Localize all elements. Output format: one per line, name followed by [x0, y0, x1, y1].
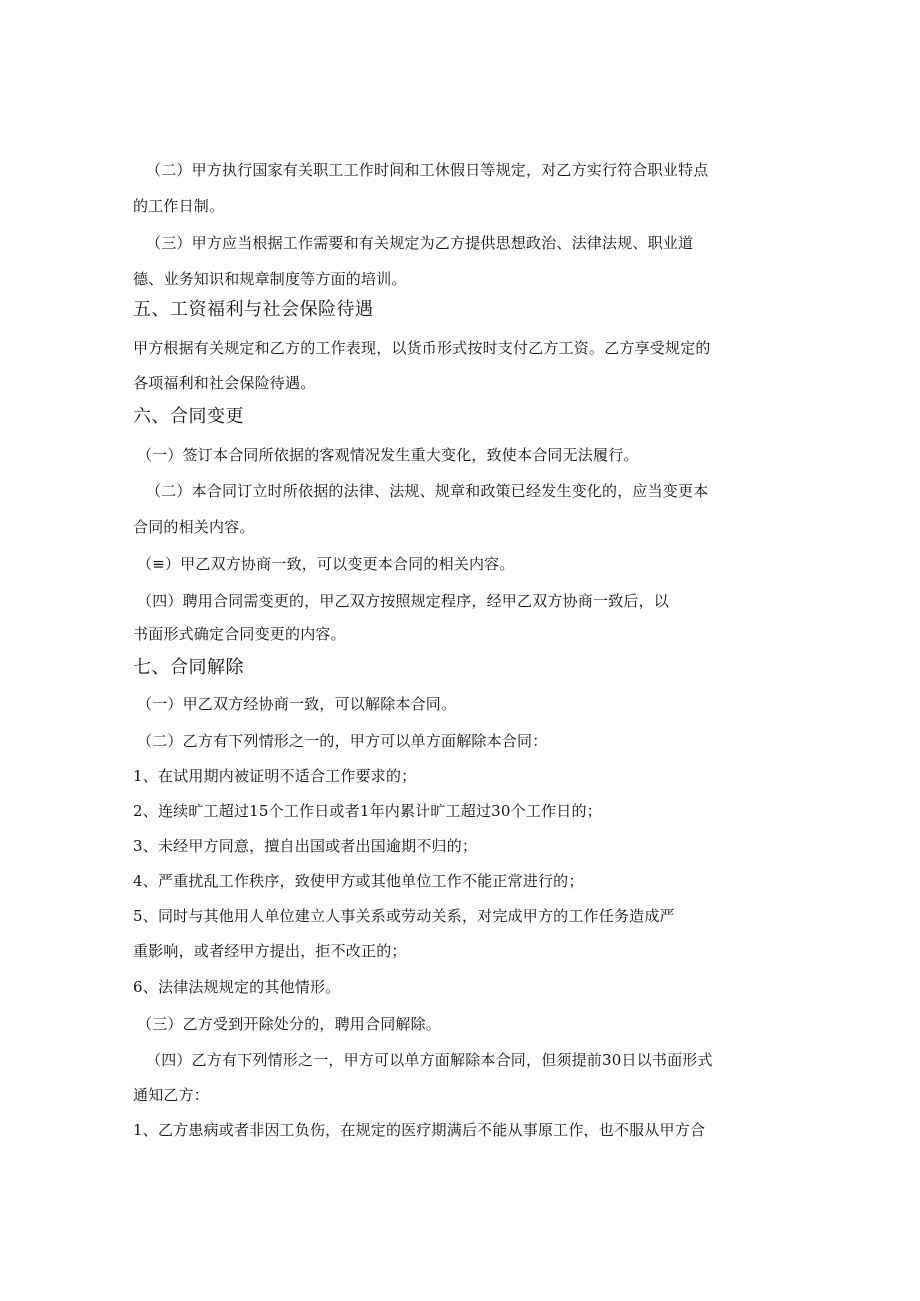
- para-3-line-2: 德、业务知识和规章制度等方面的培训。: [133, 270, 407, 288]
- para-2-line-1: （二）甲方执行国家有关职工工作时间和工休假日等规定，对乙方实行符合职业特点: [146, 161, 709, 179]
- section-heading-7: 七、合同解除: [133, 657, 244, 678]
- section-7-item-4-sub-1: 1、乙方患病或者非因工负伤，在规定的医疗期满后不能从事原工作，也不服从甲方合: [133, 1121, 706, 1139]
- section-7-sub-4: 4、严重扰乱工作秩序，致使甲方或其他单位工作不能正常进行的；: [133, 872, 584, 890]
- section-6-item-2-line-1: （二）本合同订立时所依据的法律、法规、规章和政策已经发生变化的，应当变更本: [146, 482, 709, 500]
- section-7-sub-2: 2、连续旷工超过15个工作日或者1年内累计旷工超过30个工作日的；: [133, 802, 602, 820]
- section-5-text-line-1: 甲方根据有关规定和乙方的工作表现，以货币形式按时支付乙方工资。乙方享受规定的: [133, 339, 711, 357]
- section-7-item-4-line-2: 通知乙方：: [133, 1086, 210, 1104]
- section-heading-6: 六、合同变更: [133, 406, 244, 427]
- section-heading-5: 五、工资福利与社会保险待遇: [133, 299, 374, 320]
- section-7-sub-5-line-2: 重影响，或者经甲方提出，拒不改正的；: [133, 942, 407, 960]
- section-6-item-3: （≡）甲乙双方协商一致，可以变更本合同的相关内容。: [137, 555, 515, 573]
- section-5-text-line-2: 各项福利和社会保险待遇。: [133, 374, 316, 392]
- section-7-sub-6: 6、法律法规规定的其他情形。: [133, 978, 341, 996]
- section-6-item-4-line-2: 书面形式确定合同变更的内容。: [133, 625, 346, 643]
- section-7-sub-5-line-1: 5、同时与其他用人单位建立人事关系或劳动关系，对完成甲方的工作任务造成严: [133, 907, 675, 925]
- para-3-line-1: （三）甲方应当根据工作需要和有关规定为乙方提供思想政治、法律法规、职业道: [146, 234, 694, 252]
- section-7-sub-1: 1、在试用期内被证明不适合工作要求的；: [133, 767, 417, 785]
- section-6-item-1: （一）签订本合同所依据的客观情况发生重大变化，致使本合同无法履行。: [137, 446, 639, 464]
- section-7-item-2: （二）乙方有下列情形之一的，甲方可以单方面解除本合同：: [137, 732, 548, 750]
- section-6-item-4-line-1: （四）聘用合同需变更的，甲乙双方按照规定程序，经甲乙双方协商一致后，以: [137, 592, 670, 610]
- para-2-line-2: 的工作日制。: [133, 197, 225, 215]
- section-7-item-3: （三）乙方受到开除处分的，聘用合同解除。: [137, 1015, 442, 1033]
- section-7-sub-3: 3、未经甲方同意，擅自出国或者出国逾期不归的；: [133, 837, 478, 855]
- section-6-item-2-line-2: 合同的相关内容。: [133, 518, 255, 536]
- section-7-item-4-line-1: （四）乙方有下列情形之一，甲方可以单方面解除本合同，但须提前30日以书面形式: [146, 1051, 713, 1069]
- section-7-item-1: （一）甲乙双方经协商一致，可以解除本合同。: [137, 695, 457, 713]
